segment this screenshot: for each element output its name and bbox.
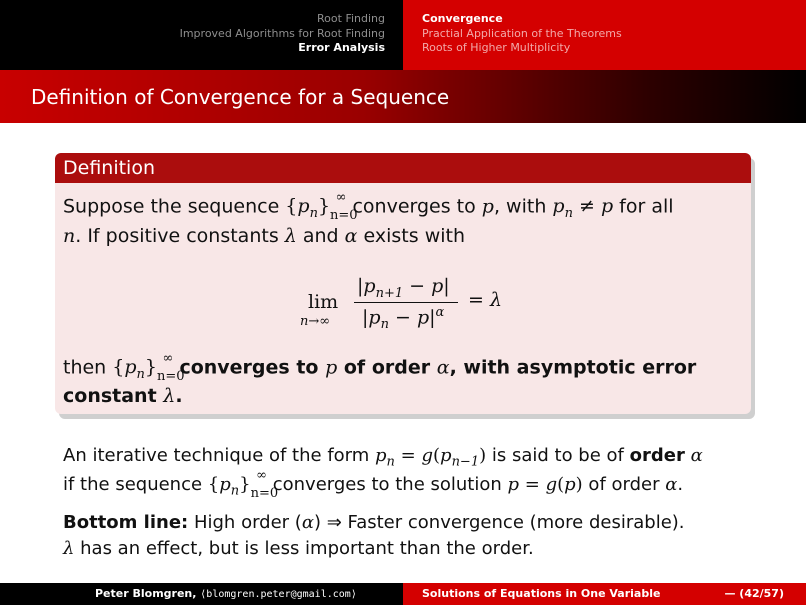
definition-line-5 bbox=[63, 385, 183, 407]
footer-author bbox=[0, 583, 403, 605]
math-sequence: $\{p_n\}_{n=0}^\infty$ bbox=[285, 190, 358, 224]
math-p: p bbox=[325, 356, 338, 379]
body-line-4 bbox=[63, 538, 534, 559]
bold-text: , with asymptotic error bbox=[449, 356, 697, 379]
math-n: n bbox=[63, 225, 76, 247]
text: . bbox=[677, 474, 684, 495]
math-alpha: α bbox=[665, 474, 678, 495]
text: is said to be of bbox=[486, 445, 630, 466]
nav-convergence[interactable]: Convergence bbox=[422, 12, 503, 25]
bold-text: order bbox=[629, 445, 685, 466]
nav-error-analysis[interactable]: Error Analysis bbox=[298, 41, 385, 54]
math-fixed-point: p = g(p) bbox=[507, 474, 583, 495]
math-alpha: α bbox=[344, 225, 358, 247]
subsection-nav bbox=[403, 0, 806, 70]
body-line-3 bbox=[63, 512, 685, 533]
nav-improved-algorithms[interactable]: Improved Algorithms for Root Finding bbox=[179, 26, 385, 40]
nav-practical-application[interactable]: Practial Application of the Theorems bbox=[422, 26, 622, 40]
math-pn-neq-p: $p_n \ne p$ bbox=[552, 195, 614, 222]
definition-block bbox=[55, 153, 751, 414]
math-lambda: λ bbox=[63, 538, 75, 559]
math-p: p bbox=[481, 195, 494, 218]
author-name: Peter Blomgren, bbox=[95, 587, 201, 600]
text: exists with bbox=[357, 225, 465, 247]
fraction-denominator: $|p_n - p|^\alpha$ bbox=[362, 305, 445, 333]
slide-title: Definition of Convergence for a Sequence bbox=[31, 85, 450, 109]
talk-title: Solutions of Equations in One Variable bbox=[422, 587, 661, 600]
definition-heading: Definition bbox=[63, 157, 156, 179]
text: ) ⇒ Faster convergence (more desirable). bbox=[313, 512, 685, 533]
math-lambda: λ bbox=[284, 225, 297, 247]
page-number: — (42/57) bbox=[724, 587, 784, 600]
nav-higher-multiplicity[interactable]: Roots of Higher Multiplicity bbox=[422, 41, 571, 54]
footer-bar bbox=[0, 583, 806, 605]
bold-text: constant bbox=[63, 385, 164, 407]
text: An iterative technique of the form bbox=[63, 445, 376, 466]
math-alpha: α bbox=[301, 512, 314, 533]
math-sequence: $\{p_n\}_{n=0}^\infty$ bbox=[112, 351, 185, 385]
bold-text: of order bbox=[337, 356, 437, 379]
text: and bbox=[296, 225, 345, 247]
equals-lambda: = λ bbox=[468, 289, 503, 311]
math-sequence: $\{p_n\}_{n=0}^\infty$ bbox=[207, 468, 279, 501]
math-iteration: $p_n = g(p_{n-1})$ bbox=[375, 445, 487, 470]
author-email: ⟨blomgren.peter@gmail.com⟩ bbox=[200, 589, 357, 600]
text: , with bbox=[493, 195, 553, 218]
bold-text: converges to bbox=[179, 356, 326, 379]
bold-text: Bottom line: bbox=[63, 512, 189, 533]
text: High order ( bbox=[188, 512, 302, 533]
text: converges to the solution bbox=[267, 474, 508, 495]
text: of order bbox=[582, 474, 666, 495]
body-line-1 bbox=[63, 445, 703, 470]
lim-subscript: n→∞ bbox=[300, 314, 331, 329]
definition-body bbox=[55, 183, 751, 414]
navigation-bar bbox=[0, 0, 806, 70]
body-line-2 bbox=[63, 468, 684, 501]
definition-line-4 bbox=[63, 351, 697, 385]
bold-text: . bbox=[175, 385, 183, 407]
section-nav bbox=[0, 0, 403, 70]
math-alpha: α bbox=[690, 445, 703, 466]
text: . If positive constants bbox=[75, 225, 285, 247]
nav-root-finding[interactable]: Root Finding bbox=[317, 12, 385, 25]
text: Suppose the sequence bbox=[63, 195, 286, 218]
fraction-bar bbox=[354, 302, 458, 303]
text: then bbox=[63, 356, 113, 379]
math-alpha: α bbox=[436, 356, 450, 379]
text: for all bbox=[613, 195, 674, 218]
lim-symbol: lim bbox=[308, 291, 339, 313]
definition-header bbox=[55, 153, 751, 183]
math-lambda: λ bbox=[163, 385, 176, 407]
frame-title-bar bbox=[0, 70, 806, 123]
limit-formula bbox=[296, 271, 516, 341]
text: converges to bbox=[346, 195, 482, 218]
definition-line-1 bbox=[63, 190, 674, 224]
fraction-numerator: $|p_{n+1} - p|$ bbox=[357, 275, 450, 301]
footer-title bbox=[403, 583, 806, 605]
text: if the sequence bbox=[63, 474, 208, 495]
definition-line-2 bbox=[63, 225, 465, 247]
text: has an effect, but is less important than the order. bbox=[74, 538, 534, 559]
